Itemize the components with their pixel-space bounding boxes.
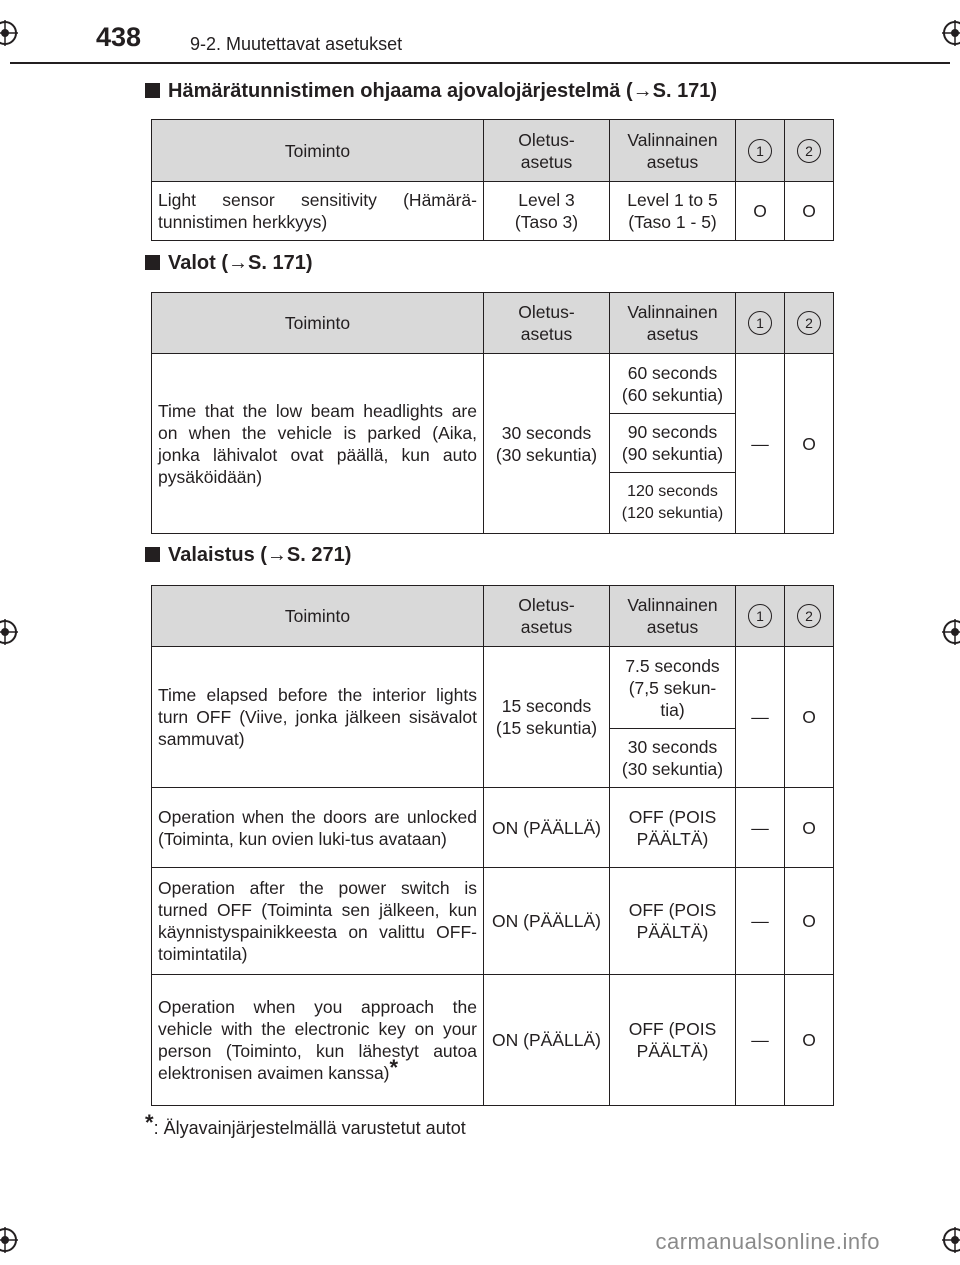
- default-cell: ON (PÄÄLLÄ): [484, 975, 610, 1106]
- section-title-light-sensor: [145, 80, 717, 103]
- settings-table-lights: [151, 292, 834, 534]
- registration-mark-top-left: [0, 20, 18, 46]
- method-2-cell: O: [785, 868, 834, 975]
- col-header-default: Oletus- asetus: [484, 120, 610, 182]
- col-header-optional: Valinnainen asetus: [610, 586, 736, 647]
- method-2-cell: O: [785, 354, 834, 534]
- registration-mark-mid-left: [0, 619, 18, 645]
- table-row: [152, 647, 834, 729]
- col-header-default: Oletus- asetus: [484, 586, 610, 647]
- square-bullet-icon: [145, 83, 160, 98]
- page-number: 438: [96, 22, 142, 52]
- option-cell: OFF (POIS PÄÄLTÄ): [610, 975, 736, 1106]
- circled-1-icon: 1: [748, 311, 772, 335]
- watermark: carmanualsonline.info: [655, 1229, 880, 1254]
- circled-2-icon: 2: [797, 139, 821, 163]
- col-header-default: Oletus- asetus: [484, 293, 610, 354]
- col-header-function: Toiminto: [152, 293, 484, 354]
- col-header-optional: Valinnainen asetus: [610, 293, 736, 354]
- circled-2-icon: 2: [797, 604, 821, 628]
- function-cell: Operation after the power switch is turned OFF (Toiminta sen jälkeen, kun käynnistyspainikkeesta on valittu OFF-toimintatila): [152, 868, 484, 975]
- square-bullet-icon: [145, 255, 160, 270]
- table-row: [152, 975, 834, 1106]
- section-title-text: Hämärätunnistimen ohjaama ajovalojärjestelmä (→S. 171): [168, 80, 718, 102]
- table-row: [152, 182, 834, 241]
- method-1-cell: —: [736, 647, 785, 788]
- function-cell: Time that the low beam headlights are on when the vehicle is parked (Aika, jonka lähivalot ovat päällä, kun auto pysäköidään): [152, 354, 484, 534]
- registration-mark-top-right: [942, 20, 960, 46]
- col-header-optional: Valinnainen asetus: [610, 120, 736, 182]
- header-rule: [10, 62, 950, 64]
- function-cell: [152, 975, 484, 1106]
- col-header-method-2: [785, 293, 834, 354]
- registration-mark-bottom-right: [942, 1227, 960, 1253]
- option-cell: 90 seconds (90 sekuntia): [610, 414, 736, 473]
- function-cell: Light sensor sensitivity (Hämärä-tunnistimen herkkyys): [152, 182, 484, 241]
- method-2-cell: O: [785, 647, 834, 788]
- square-bullet-icon: [145, 547, 160, 562]
- method-1-cell: —: [736, 868, 785, 975]
- section-title-illumination: [145, 544, 351, 567]
- running-head: 9-2. Muutettavat asetukset: [190, 34, 403, 54]
- col-header-method-2: [785, 586, 834, 647]
- table-header-row: [152, 586, 834, 647]
- circled-2-icon: 2: [797, 311, 821, 335]
- method-1-cell: —: [736, 788, 785, 868]
- col-header-method-2: [785, 120, 834, 182]
- settings-table-illumination: [151, 585, 834, 1106]
- default-cell: ON (PÄÄLLÄ): [484, 868, 610, 975]
- circled-1-icon: 1: [748, 139, 772, 163]
- settings-table-light-sensor: [151, 119, 834, 241]
- footnote: [145, 1110, 466, 1139]
- default-cell: 15 seconds (15 sekuntia): [484, 647, 610, 788]
- table-header-row: [152, 293, 834, 354]
- method-1-cell: —: [736, 975, 785, 1106]
- option-cell: OFF (POIS PÄÄLTÄ): [610, 868, 736, 975]
- col-header-function: Toiminto: [152, 586, 484, 647]
- function-cell: Operation when the doors are unlocked (Toiminta, kun ovien luki-tus avataan): [152, 788, 484, 868]
- method-2-cell: O: [785, 182, 834, 241]
- col-header-method-1: [736, 120, 785, 182]
- col-header-method-1: [736, 586, 785, 647]
- footnote-text: : Älyavainjärjestelmällä varustetut autot: [153, 1118, 466, 1138]
- table-header-row: [152, 120, 834, 182]
- option-cell: 30 seconds (30 sekuntia): [610, 729, 736, 788]
- option-cell: 7.5 seconds (7,5 sekun- tia): [610, 647, 736, 729]
- option-cell: 120 seconds (120 sekuntia): [610, 473, 736, 534]
- function-cell: Time elapsed before the interior lights turn OFF (Viive, jonka jälkeen sisävalot sammuvat): [152, 647, 484, 788]
- section-title-text: Valaistus (→S. 271): [168, 544, 352, 566]
- method-1-cell: —: [736, 354, 785, 534]
- default-cell: ON (PÄÄLLÄ): [484, 788, 610, 868]
- circled-1-icon: 1: [748, 604, 772, 628]
- col-header-function: Toiminto: [152, 120, 484, 182]
- option-cell: OFF (POIS PÄÄLTÄ): [610, 788, 736, 868]
- table-row: [152, 354, 834, 414]
- method-1-cell: O: [736, 182, 785, 241]
- section-title-lights: [145, 252, 313, 275]
- footnote-marker: *: [145, 1110, 154, 1135]
- method-2-cell: O: [785, 788, 834, 868]
- default-cell: Level 3 (Taso 3): [484, 182, 610, 241]
- footnote-marker: *: [389, 1055, 399, 1080]
- section-title-text: Valot (→S. 171): [168, 252, 313, 274]
- registration-mark-bottom-left: [0, 1227, 18, 1253]
- registration-mark-mid-right: [942, 619, 960, 645]
- col-header-method-1: [736, 293, 785, 354]
- option-cell: Level 1 to 5 (Taso 1 - 5): [610, 182, 736, 241]
- option-cell: 60 seconds (60 sekuntia): [610, 354, 736, 414]
- function-text: Operation when you approach the vehicle with the electronic key on your person (Toiminto, kun lähestyt autoa elektronisen avaimen kanssa): [158, 997, 477, 1083]
- table-row: [152, 788, 834, 868]
- table-row: [152, 868, 834, 975]
- default-cell: 30 seconds (30 sekuntia): [484, 354, 610, 534]
- method-2-cell: O: [785, 975, 834, 1106]
